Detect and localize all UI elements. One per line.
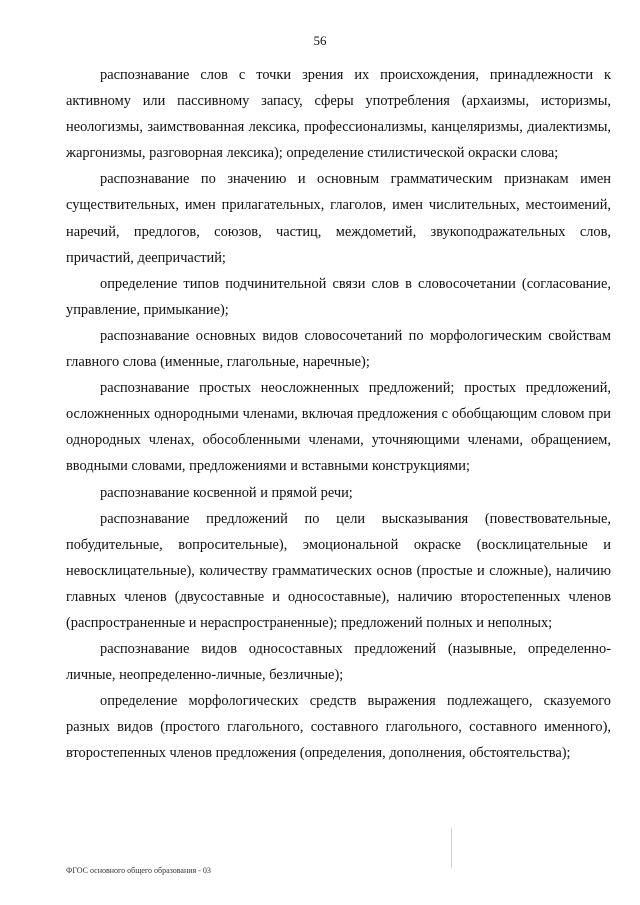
paragraph-simple-sentences: распознавание простых неосложненных предложений; простых предложений, осложненных однородными членами, включая предложения с обобщающим словом при однородных членах, обособленными членами, уточняющими членами, обращением, вводными словами, предложениями и вставными конструкциями; — [66, 380, 611, 475]
paragraph-direct-indirect-speech: распознавание косвенной и прямой речи; — [100, 484, 353, 501]
paragraph-morphological-means: определение морфологических средств выражения подлежащего, сказуемого разных видов (простого глагольного, составного глагольного, составного именного), второстепенных членов предложения (определения, дополнения, обстоятельства); — [66, 693, 611, 762]
paragraph-word-origin: распознавание слов с точки зрения их происхождения, принадлежности к активному или пассивному запасу, сферы употребления (архаизмы, историзмы, неологизмы, заимствованная лексика, профессионализмы, канцеляризмы, диалектизмы, жаргонизмы, разговорная лексика); определение стилистической окраски слова; — [66, 67, 611, 162]
paragraph-parts-of-speech: распознавание по значению и основным грамматическим признакам имен существительных, имен прилагательных, глаголов, имен числительных, местоимений, наречий, предлогов, союзов, частиц, междометий, звукоподражательных слов, причастий, деепричастий; — [66, 171, 611, 266]
page-number: 56 — [313, 33, 327, 48]
paragraph-one-part-sentences: распознавание видов односоставных предложений (назывные, определенно-личные, неопределенно-личные, безличные); — [66, 641, 611, 684]
scan-margin-line — [451, 828, 452, 868]
paragraph-subordinate-links: определение типов подчинительной связи слов в словосочетании (согласование, управление, примыкание); — [66, 275, 611, 318]
document-body — [66, 62, 611, 767]
footer-label: ФГОС основного общего образования - 03 — [66, 866, 211, 875]
paragraph-sentence-purpose: распознавание предложений по цели высказывания (повествовательные, побудительные, вопросительные), эмоциональной окраске (восклицательные и невосклицательные), количеству грамматических основ (простые и сложные), наличию главных членов (двусоставные и односоставные), наличию второстепенных членов (распространенные и нераспространенные); предложений полных и неполных; — [66, 510, 611, 631]
paragraph-phrase-types: распознавание основных видов словосочетаний по морфологическим свойствам главного слова (именные, глагольные, наречные); — [66, 327, 611, 371]
